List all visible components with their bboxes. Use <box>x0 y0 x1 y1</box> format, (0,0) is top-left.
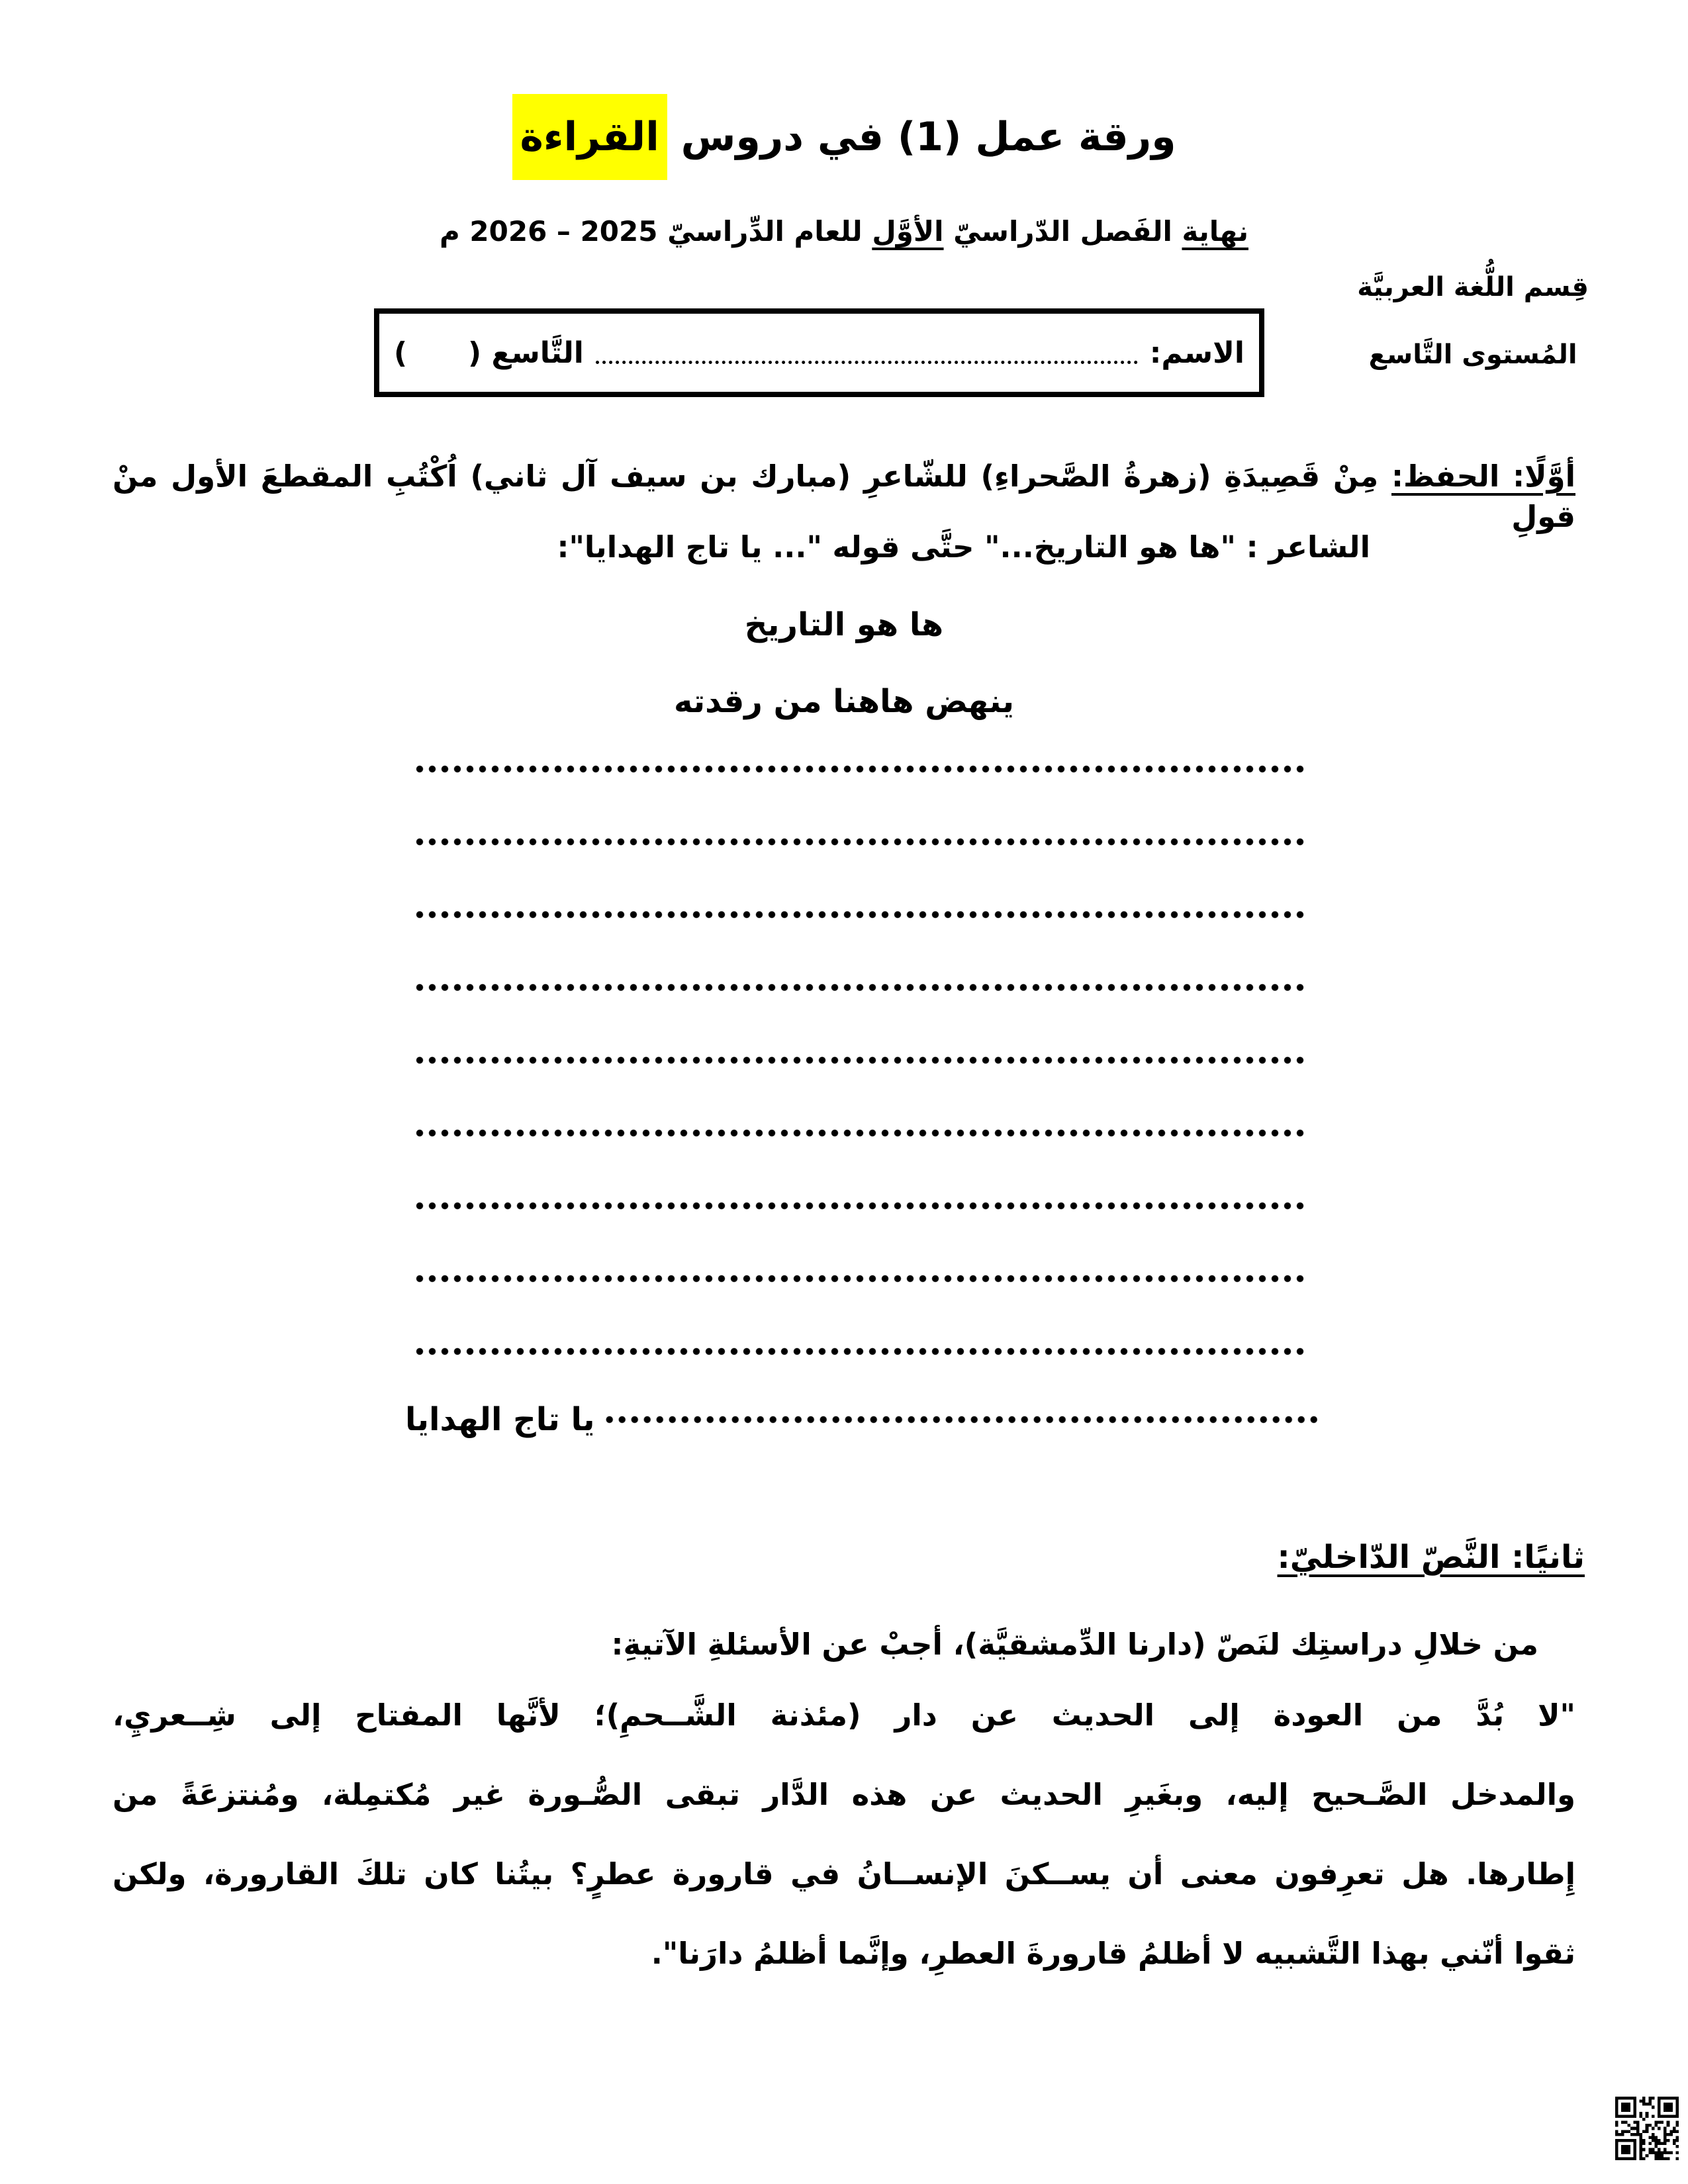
answer-dotted-line <box>412 1124 1308 1142</box>
poem-line-1: ها هو التاريخ <box>744 606 944 643</box>
answer-dotted-line <box>412 1270 1308 1287</box>
subtitle-text-1: الفَصل الدّراسيّ <box>943 215 1182 248</box>
answer-dotted-line <box>412 1343 1308 1360</box>
reading-passage-line-2: والمدخل الصَّـحيح إليه، وبغَيرِ الحديث عن هذه الدَّار تبقى الصُّـورة غير مُكتمِلة، ومُنتزعَةً من <box>113 1777 1575 1812</box>
section2-instruction <box>611 1627 1538 1662</box>
department-name: قِسم اللُّغة العربيَّة <box>1357 272 1589 302</box>
answer-dotted-line <box>412 1197 1308 1214</box>
section1-instruction-rest: مِنْ قَصِيدَةِ (زهرةُ الصَّحراءِ) للشّاعرِ (مبارك بن سيف آل ثاني) اُكْتُبِ المقطعَ الأول منْ قولِ <box>113 459 1575 534</box>
department-block <box>1357 273 1589 369</box>
section1-instruction-line2: الشاعر : "ها هو التاريخ..." حتَّى قوله "... يا تاج الهدايا": <box>557 529 1370 565</box>
section1-instruction-line1 <box>113 457 1575 537</box>
subtitle-underlined-term-first: الأوَّل <box>872 215 944 248</box>
answer-dotted-line <box>412 906 1308 923</box>
section1-heading: أوَّلًا: الحفظ: <box>1391 459 1575 494</box>
subtitle-underlined-term-start: نهاية <box>1182 215 1248 248</box>
name-box <box>374 308 1264 397</box>
section2-heading: ثانيًا: النَّصّ الدّاخليّ: <box>1277 1539 1585 1576</box>
poem-line-2: ينهض هاهنا من رقدته <box>674 683 1014 720</box>
reading-passage-line-1: "لا بُدَّ من العودة إلى الحديث عن دار (مئذنة الشَّــحمِ)؛ لأنَّها المفتاح إلى شِــعريِ، <box>113 1698 1575 1733</box>
section2-text-title: (دارنا الدِّمشقيَّة) <box>964 1627 1206 1662</box>
page-title-text: ورقة عمل (1) في دروس <box>667 114 1176 160</box>
qr-code <box>1615 2097 1679 2160</box>
title-highlight: القراءة <box>512 94 667 180</box>
answer-dotted-line <box>412 1052 1308 1069</box>
page-title <box>0 109 1688 165</box>
last-line-text: يا تاج الهدايا <box>405 1401 595 1438</box>
section2-instruction-after: ، أجبْ عن الأسئلةِ الآتيةِ: <box>611 1627 964 1662</box>
level-name: المُستوى التَّاسع <box>1368 340 1577 370</box>
reading-passage-line-4: ثقوا أنّني بهذا التَّشبيه لا أظلمُ قارورةَ العطرِ، وإنَّما أظلمُ دارَنا". <box>651 1936 1575 1971</box>
subtitle-text-2: للعام الدِّراسيّ 2025 – 2026 م <box>440 215 872 248</box>
page-subtitle <box>0 215 1688 248</box>
answer-last-line <box>405 1390 1317 1449</box>
reading-passage-line-3: إِطارها. هل تعرِفون معنى أن يســكنَ الإنســانُ في قارورة عطرٍ؟ بيتُنا كان تلكَ القارورة، ولكن <box>113 1856 1575 1891</box>
answer-dotted-line <box>412 979 1308 996</box>
section2-instruction-before: من خلالِ دراستِك لنَصّ <box>1205 1627 1538 1662</box>
answer-dotted-line <box>412 760 1308 778</box>
grade-label: التَّاسع ( ) <box>394 336 584 370</box>
name-fill-line <box>596 361 1138 364</box>
answer-dotted-line <box>412 833 1308 850</box>
answer-last-line-dots <box>606 1411 1318 1428</box>
name-label: الاسم: <box>1149 336 1244 370</box>
